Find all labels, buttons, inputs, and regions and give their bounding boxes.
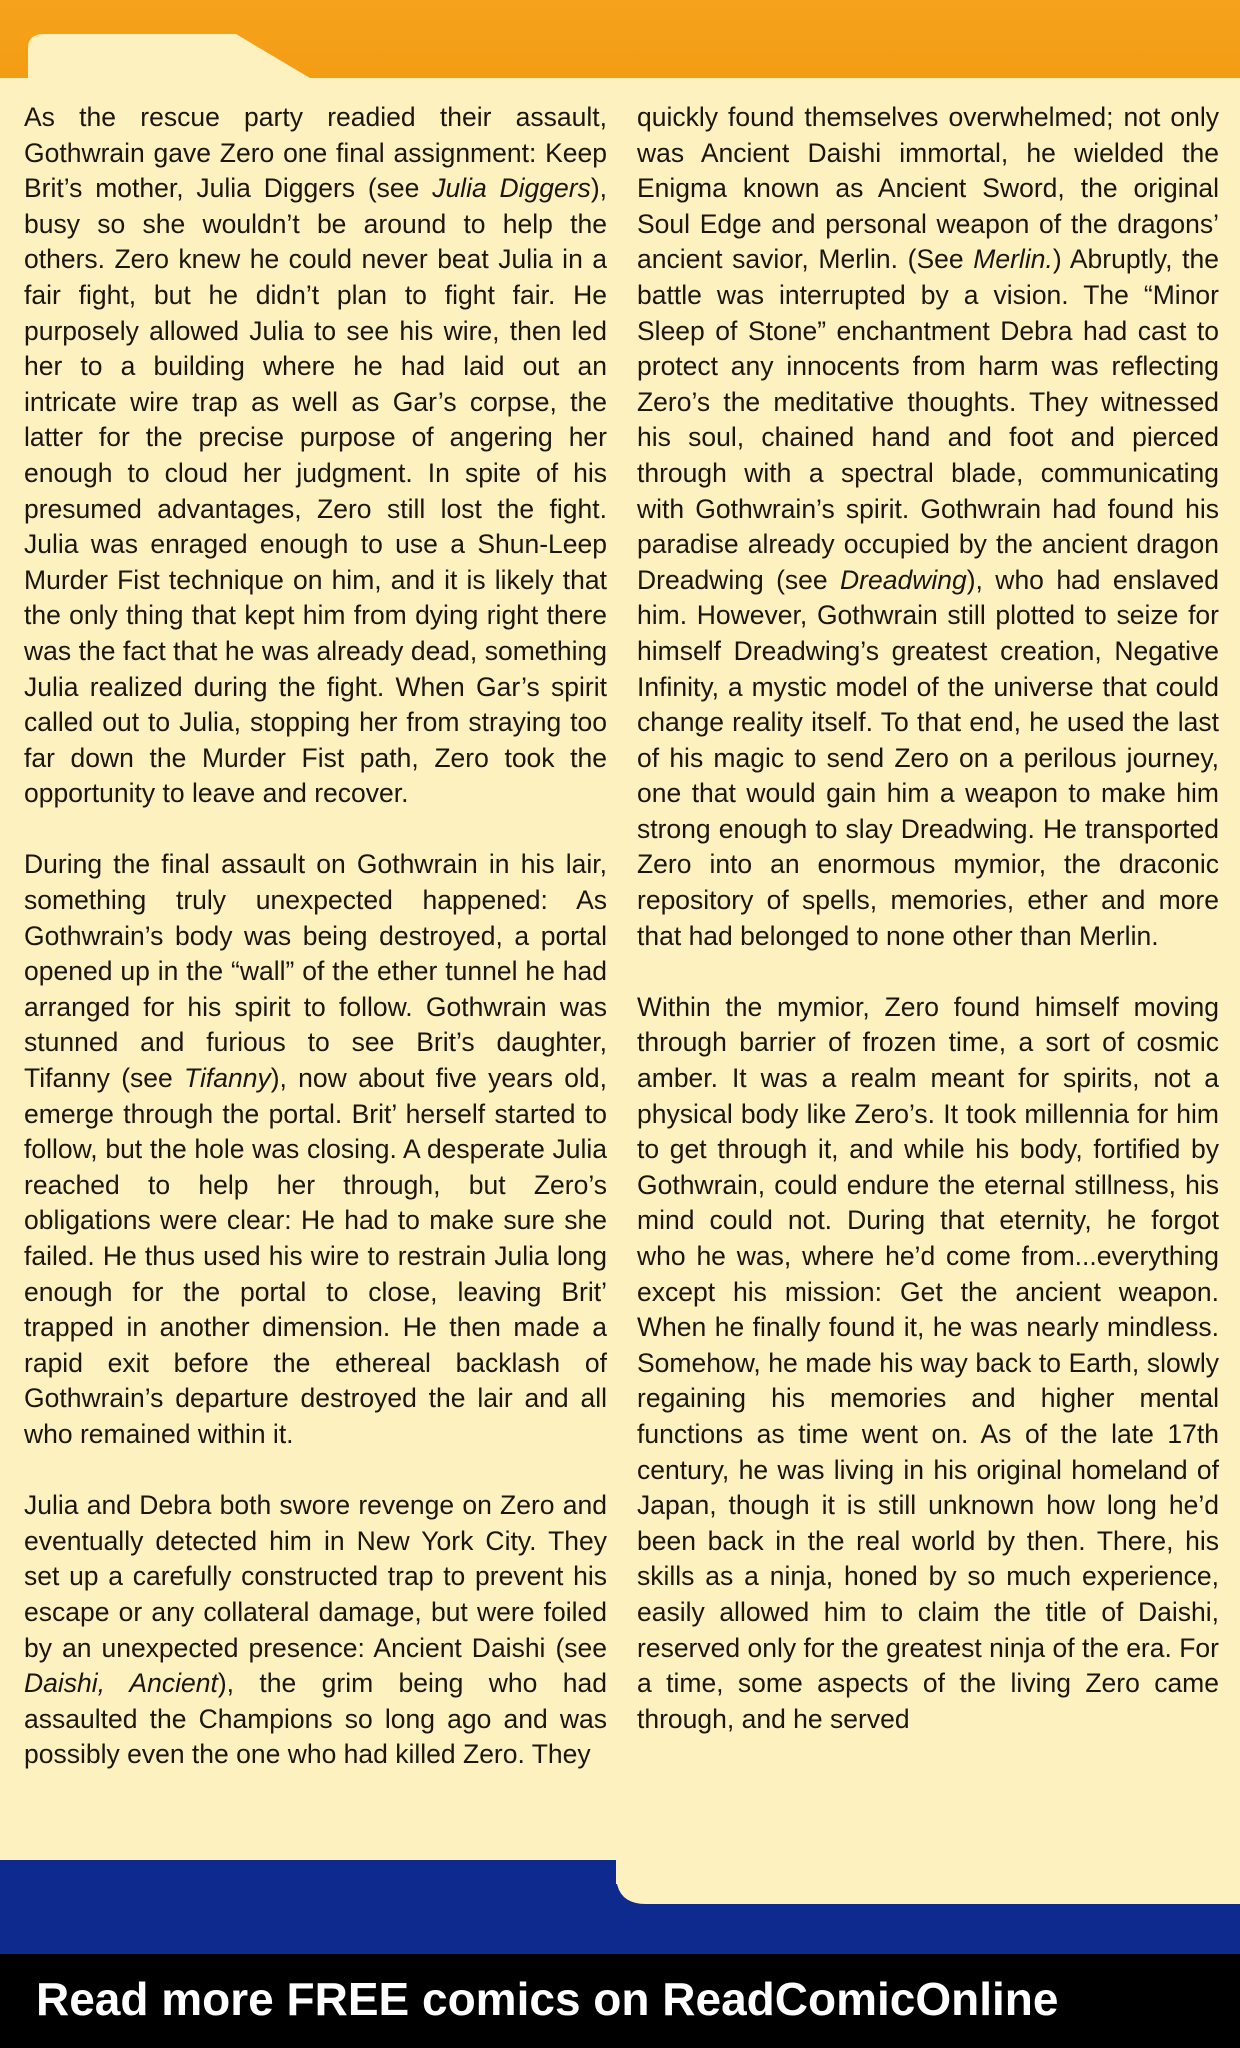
footer-promo-text: Read more FREE comics on ReadComicOnline <box>36 1973 1059 2025</box>
text-run: quickly found themselves overwhelmed; not only was Ancient Daishi immortal, he wielded the Enigma known as Ancient Sword, the original Soul Edge and personal weapon of the dragons’ ancient savior, Merlin. (See <box>637 102 1219 275</box>
cross-reference: Julia Diggers <box>432 173 591 204</box>
paragraph-ancient-daishi <box>637 100 1219 954</box>
cross-reference: Dreadwing <box>840 564 967 595</box>
text-run: ), busy so she wouldn’t be around to help the others. Zero knew he could never beat Julia in a fair fight, but he didn’t plan to fight fair. He purposely allowed Julia to see his wire, then led her to a building where he had laid out an intricate wire trap as well as Gar’s corpse, the latter for the precise purpose of angering her enough to cloud her judgment. In spite of his presumed advantages, Zero still lost the fight. Julia was enraged enough to use a Shun-Leep Murder Fist technique on him, and it is likely that the only thing that kept him from dying right there was the fact that he was already dead, something Julia realized during the fight. When Gar’s spirit called out to Julia, stopping her from straying too far down the Murder Fist path, Zero took the opportunity to leave and recover. <box>24 173 607 809</box>
paragraph-mymior <box>637 990 1219 1737</box>
cross-reference: Merlin. <box>973 244 1053 275</box>
text-run: ), now about five years old, emerge through the portal. Brit’ herself started to follow, but the hole was closing. A desperate Julia reached to help her through, but Zero’s obligations were clear: He had to make sure she failed. He thus used his wire to restrain Julia long enough for the portal to close, leaving Brit’ trapped in another dimension. He then made a rapid exit before the ethereal backlash of Gothwrain’s departure destroyed the lair and all who remained within it. <box>24 1063 607 1449</box>
text-run: Julia and Debra both swore revenge on Zero and eventually detected him in New York City. They set up a carefully constructed trap to prevent his escape or any collateral damage, but were foiled by an unexpected presence: Ancient Daishi (see <box>24 1490 607 1663</box>
text-run: ), who had enslaved him. However, Gothwrain still plotted to seize for himself Dreadwing’s greatest creation, Negative Infinity, a mystic model of the universe that could change reality itself. To that end, he used the last of his magic to send Zero on a perilous journey, one that would gain him a weapon to make him strong enough to slay Dreadwing. He transported Zero into an enormous mymior, the draconic repository of spells, memories, ether and more that had belonged to none other than Merlin. <box>637 564 1220 951</box>
paragraph-final-assault <box>24 847 607 1452</box>
footer-banner <box>0 1954 1240 2048</box>
bottom-tab-shape <box>0 1860 1240 1960</box>
left-column <box>24 100 607 1773</box>
text-run: ), the grim being who had assaulted the Champions so long ago and was possibly even the one who had killed Zero. They <box>24 1668 607 1770</box>
right-column <box>637 100 1219 1737</box>
text-run: As the rescue party readied their assault, Gothwrain gave Zero one final assignment: Keep Brit’s mother, Julia Diggers (see <box>24 102 607 204</box>
cross-reference: Daishi, Ancient <box>24 1668 218 1699</box>
paragraph-zero-vs-julia <box>24 100 607 812</box>
cross-reference: Tifanny <box>184 1063 271 1094</box>
text-run: ) Abruptly, the battle was interrupted by a vision. The “Minor Sleep of Stone” enchantment Debra had cast to protect any innocents from harm was reflecting Zero’s the meditative thoughts. They witnessed his soul, chained hand and foot and pierced through with a spectral blade, communicating with Gothwrain’s spirit. Gothwrain had found his paradise already occupied by the ancient dragon Dreadwing (see <box>637 244 1219 595</box>
text-run: During the final assault on Gothwrain in his lair, something truly unexpected happened: As Gothwrain’s body was being destroyed, a portal opened up in the “wall” of the ether tunnel he had arranged for his spirit to follow. Gothwrain was stunned and furious to see Brit’s daughter, Tifanny (see <box>24 849 607 1094</box>
paragraph-revenge <box>24 1488 607 1773</box>
text-run: Within the mymior, Zero found himself moving through barrier of frozen time, a sort of cosmic amber. It was a realm meant for spirits, not a physical body like Zero’s. It took millennia for him to get through it, and while his body, fortified by Gothwrain, could endure the eternal stillness, his mind could not. During that eternity, he forgot who he was, where he’d come from...everything except his mission: Get the ancient weapon. When he finally found it, he was nearly mindless. Somehow, he made his way back to Earth, slowly regaining his memories and higher mental functions as time went on. As of the late 17th century, he was living in his original homeland of Japan, though it is still unknown how long he’d been back in the real world by then. There, his skills as a ninja, honed by so much experience, easily allowed him to claim the title of Daishi, reserved only for the greatest ninja of the era. For a time, some aspects of the living Zero came through, and he served <box>637 991 1219 1734</box>
